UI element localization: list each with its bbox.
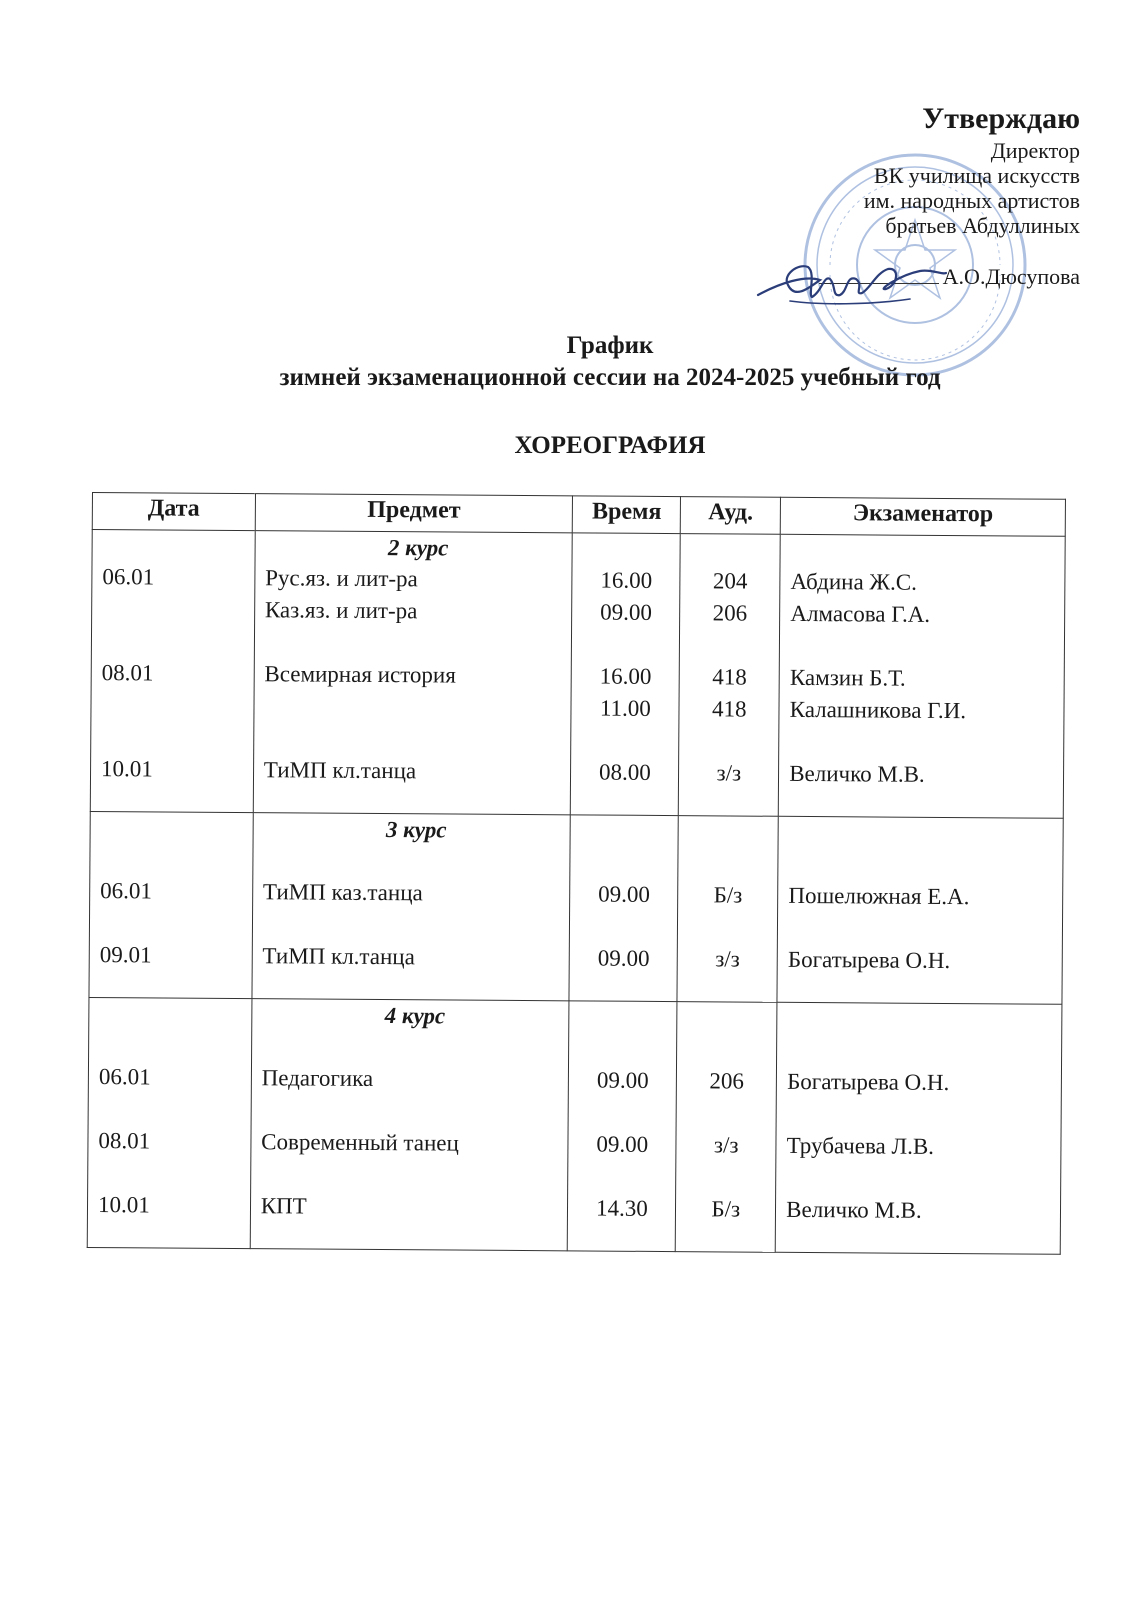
- cell-line: [788, 912, 1061, 946]
- cell-line: [678, 1033, 775, 1066]
- cell-line: 418: [712, 664, 747, 690]
- cell-line: [681, 629, 778, 662]
- cell-line: Всемирная история: [264, 661, 456, 688]
- cell-line: [101, 721, 252, 754]
- cell-line: Богатырева О.Н.: [787, 1068, 950, 1095]
- cell-line: [265, 626, 571, 660]
- cell-line: [572, 846, 677, 879]
- approval-line: Директор: [990, 138, 1080, 163]
- cell-line: [570, 1096, 675, 1129]
- table-row: [87, 997, 1062, 1254]
- cell-line: 08.01: [98, 1128, 151, 1154]
- cell-line: КПТ: [260, 1193, 307, 1219]
- cell-line: 16.00: [600, 567, 653, 593]
- date-cell: [87, 997, 251, 1248]
- cell-line: 06.01: [102, 564, 155, 590]
- cell-line: [262, 1030, 568, 1064]
- room-cell: [677, 816, 778, 1003]
- cell-line: 06.01: [100, 878, 153, 904]
- spacer: [99, 999, 250, 1030]
- approval-line: братьев Абдуллиных: [885, 213, 1080, 238]
- cell-line: 10.01: [97, 1192, 150, 1218]
- cell-line: Богатырева О.Н.: [787, 946, 951, 974]
- cell-line: з/з: [716, 760, 742, 786]
- cell-line: 418: [711, 696, 747, 722]
- cell-line: [571, 910, 676, 943]
- cell-line: [679, 911, 776, 944]
- examiner-cell: [775, 1002, 1062, 1254]
- cell-line: Каз.яз. и лит-ра: [264, 597, 418, 624]
- room-cell: [676, 1002, 778, 1253]
- exam-schedule-table: [87, 492, 1066, 1255]
- cell-line: 11.00: [599, 695, 651, 721]
- column-header-time: Время: [573, 496, 681, 534]
- cell-line: [573, 724, 678, 757]
- cell-line: [98, 1157, 249, 1190]
- cell-line: Трубачева Л.В.: [786, 1132, 935, 1159]
- approval-line: ВК училища искусств: [873, 163, 1080, 188]
- column-header-examiner: Экзаменатор: [780, 497, 1065, 536]
- cell-line: 08.00: [598, 759, 651, 785]
- cell-line: [681, 725, 778, 758]
- cell-line: [261, 1094, 567, 1128]
- cell-line: 09.00: [596, 1131, 649, 1157]
- cell-line: [789, 726, 1062, 760]
- cell-line: 09.00: [598, 881, 651, 907]
- cell-line: 16.00: [599, 663, 652, 689]
- cell-line: ТиМП кл.танца: [262, 943, 415, 970]
- signature-icon: [750, 245, 950, 325]
- document-titles: [0, 330, 1136, 394]
- cell-line: [789, 848, 1062, 882]
- cell-line: [573, 628, 678, 661]
- cell-line: 206: [709, 1068, 745, 1094]
- cell-line: 06.01: [98, 1064, 151, 1090]
- column-header-room: Ауд.: [681, 497, 781, 535]
- spacer: [101, 813, 252, 844]
- document-title: График: [566, 332, 654, 359]
- cell-line: Величко М.В.: [789, 760, 925, 787]
- room-cell: [679, 534, 781, 817]
- cell-line: Б/з: [711, 1196, 741, 1222]
- cell-line: 10.01: [100, 756, 153, 782]
- cell-line: Рус.яз. и лит-ра: [265, 565, 418, 592]
- cell-line: Алмасова Г.А.: [790, 600, 931, 627]
- cell-line: 204: [712, 568, 748, 594]
- cell-line: [263, 908, 569, 942]
- cell-line: [99, 1029, 250, 1062]
- course-title: 2 курс: [387, 535, 449, 561]
- approval-line: им. народных артистов: [863, 188, 1080, 213]
- cell-line: Пошелюжная Е.А.: [788, 882, 970, 910]
- spacer: [571, 1002, 676, 1033]
- cell-line: [102, 593, 253, 626]
- subject-cell: [250, 999, 569, 1251]
- signatory-name: А.О.Дюсупова: [942, 264, 1080, 289]
- time-cell: [568, 1001, 678, 1252]
- examiner-cell: [777, 816, 1063, 1004]
- cell-line: 09.00: [597, 945, 650, 971]
- cell-line: 09.00: [596, 1067, 649, 1093]
- cell-line: Абдина Ж.С.: [790, 568, 918, 595]
- approval-heading: Утверждаю: [922, 102, 1080, 135]
- cell-line: [263, 844, 569, 878]
- date-cell: [90, 530, 255, 813]
- date-cell: [89, 811, 253, 998]
- cell-line: [100, 843, 251, 876]
- cell-line: Калашникова Г.И.: [789, 696, 967, 724]
- cell-line: [99, 1093, 250, 1126]
- cell-line: [787, 1034, 1060, 1068]
- cell-line: [101, 689, 252, 722]
- spacer: [574, 534, 679, 565]
- cell-line: ТиМП каз.танца: [262, 879, 423, 906]
- cell-line: [261, 1158, 567, 1192]
- spacer: [103, 531, 254, 562]
- spacer: [682, 535, 779, 566]
- cell-line: [264, 690, 570, 724]
- cell-line: [100, 907, 251, 940]
- spacer: [679, 1003, 776, 1034]
- course-title: 4 курс: [384, 1003, 446, 1029]
- column-header-subject: Предмет: [255, 494, 573, 533]
- column-header-date: Дата: [92, 493, 255, 531]
- section-title: ХОРЕОГРАФИЯ: [514, 432, 706, 459]
- cell-line: [787, 1098, 1060, 1132]
- spacer: [787, 1004, 1060, 1036]
- cell-line: Б/з: [713, 882, 743, 908]
- cell-line: [790, 630, 1063, 664]
- cell-line: з/з: [713, 1132, 739, 1158]
- cell-line: Камзин Б.Т.: [789, 664, 906, 691]
- cell-line: Современный танец: [261, 1129, 459, 1156]
- cell-line: ТиМП кл.танца: [263, 757, 417, 784]
- spacer: [572, 816, 677, 847]
- cell-line: 14.30: [595, 1195, 648, 1221]
- cell-line: [680, 847, 777, 880]
- examiner-cell: [778, 534, 1065, 818]
- cell-line: Величко М.В.: [786, 1196, 922, 1223]
- cell-line: [677, 1161, 774, 1194]
- table-row: [90, 530, 1065, 819]
- cell-line: 09.01: [99, 942, 152, 968]
- spacer: [791, 536, 1064, 568]
- cell-line: [570, 1032, 675, 1065]
- subject-cell: [252, 813, 571, 1001]
- cell-line: Педагогика: [261, 1065, 374, 1091]
- cell-line: [678, 1097, 775, 1130]
- cell-line: [786, 1162, 1059, 1196]
- cell-line: [264, 722, 570, 756]
- time-cell: [571, 533, 681, 816]
- time-cell: [569, 815, 678, 1002]
- cell-line: 08.01: [101, 660, 154, 686]
- document-subtitle: зимней экзаменационной сессии на 2024-2025 учебный год: [279, 364, 941, 391]
- spacer: [680, 817, 777, 848]
- course-title: 3 курс: [385, 817, 447, 843]
- cell-line: [570, 1160, 675, 1193]
- cell-line: [102, 625, 253, 658]
- table-body: [87, 530, 1065, 1255]
- table-row: [89, 811, 1063, 1004]
- spacer: [789, 818, 1062, 850]
- subject-cell: [253, 531, 573, 815]
- cell-line: 206: [712, 600, 748, 626]
- cell-line: з/з: [715, 946, 740, 972]
- cell-line: 09.00: [600, 599, 653, 625]
